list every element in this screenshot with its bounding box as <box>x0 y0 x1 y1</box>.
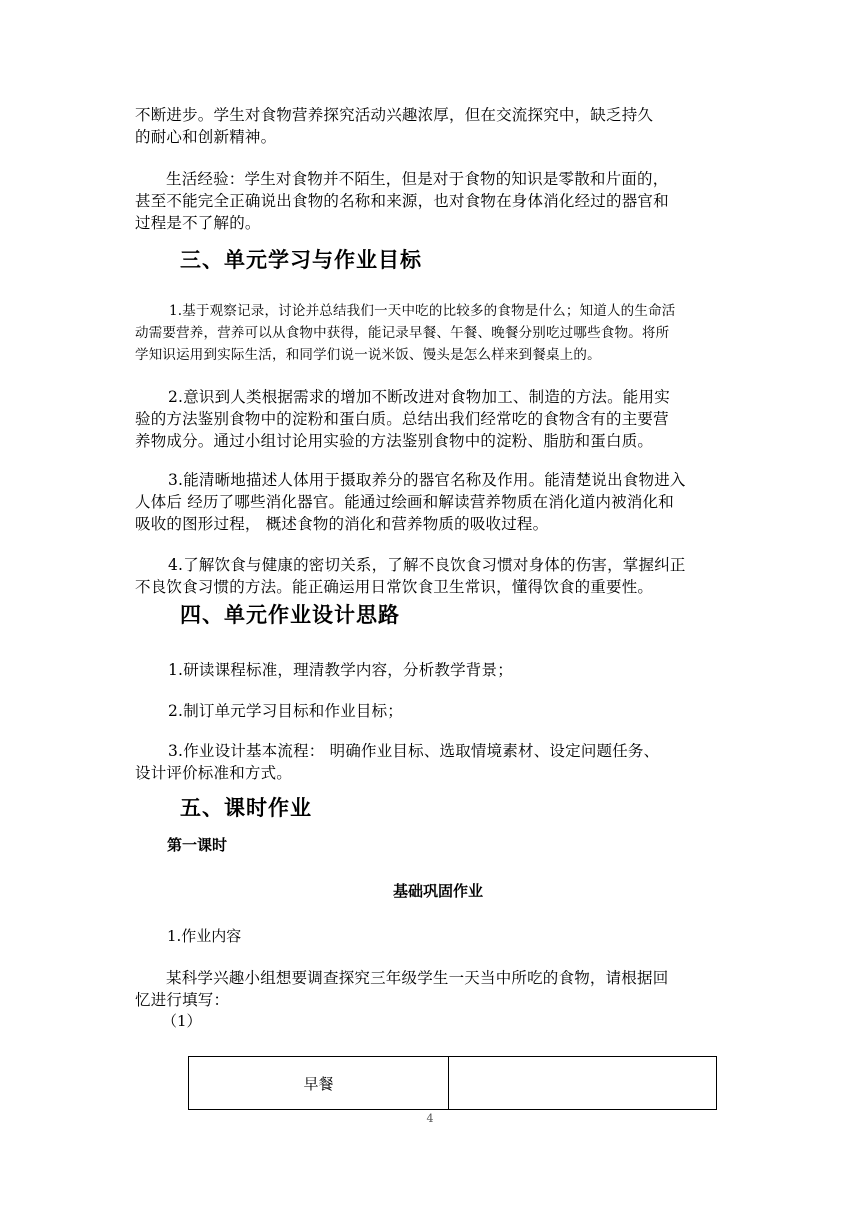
goal-item-1 <box>135 300 675 366</box>
text-line: 人体后 经历了哪些消化器官。能通过绘画和解读营养物质在消化道内被消化和 <box>135 493 674 511</box>
design-item-1 <box>135 659 513 681</box>
part-label: （1） <box>162 1012 202 1030</box>
goal-item-4 <box>135 554 686 598</box>
goal-item-3 <box>135 469 686 535</box>
section-5-heading: 五、课时作业 <box>180 796 312 820</box>
text-line: 某科学兴趣小组想要调查探究三年级学生一天当中所吃的食物，请根据回 <box>166 969 669 987</box>
text-line: 设计评价标准和方式。 <box>135 764 293 782</box>
text-line: 生活经验：学生对食物并不陌生，但是对于食物的知识是零散和片面的， <box>166 170 669 188</box>
lesson-title: 第一课时 <box>167 836 228 854</box>
text-line: 1.基于观察记录，讨论并总结我们一天中吃的比较多的食物是什么；知道人的生命活 <box>169 303 676 319</box>
text-line: 甚至不能完全正确说出食物的名称和来源，也对食物在身体消化经过的器官和 <box>135 192 669 210</box>
table-row <box>189 1057 717 1110</box>
text-line: 2.意识到人类根据需求的增加不断改进对食物加工、制造的方法。能用实 <box>168 388 670 406</box>
text-line: 不断进步。学生对食物营养探究活动兴趣浓厚，但在交流探究中，缺乏持久 <box>135 106 654 124</box>
homework-title: 基础巩固作业 <box>393 882 484 900</box>
intro-paragraph-2 <box>135 168 669 234</box>
text-line: 动需要营养，营养可以从食物中获得，能记录早餐、午餐、晚餐分别吃过哪些食物。将所 <box>135 325 670 341</box>
text-line: 学知识运用到实际生活，和同学们说一说米饭、馒头是怎么样来到餐桌上的。 <box>135 347 601 363</box>
breakfast-label-cell: 早餐 <box>189 1057 449 1110</box>
question-text <box>135 967 668 1011</box>
text-line: 养物成分。通过小组讨论用实验的方法鉴别食物中的淀粉、脂肪和蛋白质。 <box>135 432 654 450</box>
text-line: 过程是不了解的。 <box>135 214 261 232</box>
intro-paragraph-1 <box>135 104 653 148</box>
text-line: 吸收的图形过程， 概述食物的消化和营养物质的吸收过程。 <box>135 515 549 533</box>
design-item-3 <box>135 740 659 784</box>
page-number: 4 <box>426 1112 434 1125</box>
text-line: 2.制订单元学习目标和作业目标； <box>168 702 403 720</box>
text-line: 1.研读课程标准，理清教学内容，分析教学背景； <box>168 661 513 679</box>
text-line: 验的方法鉴别食物中的淀粉和蛋白质。总结出我们经常吃的食物含有的主要营 <box>135 410 669 428</box>
text-line: 不良饮食习惯的方法。能正确运用日常饮食卫生常识，懂得饮食的重要性。 <box>135 578 654 596</box>
content-label: 1.作业内容 <box>167 927 242 945</box>
text-line: 忆进行填写： <box>135 991 230 1009</box>
text-line: 3.作业设计基本流程： 明确作业目标、选取情境素材、设定问题任务、 <box>168 742 660 760</box>
section-3-heading: 三、单元学习与作业目标 <box>180 248 422 272</box>
section-4-heading: 四、单元作业设计思路 <box>180 603 400 627</box>
text-line: 3.能清晰地描述人体用于摄取养分的器官名称及作用。能清楚说出食物进入 <box>168 471 686 489</box>
goal-item-2 <box>135 386 670 452</box>
breakfast-value-cell[interactable] <box>449 1057 717 1110</box>
text-line: 的耐心和创新精神。 <box>135 128 277 146</box>
meal-table <box>188 1056 717 1110</box>
text-line: 4.了解饮食与健康的密切关系，了解不良饮食习惯对身体的伤害，掌握纠正 <box>168 556 686 574</box>
design-item-2 <box>135 700 403 722</box>
